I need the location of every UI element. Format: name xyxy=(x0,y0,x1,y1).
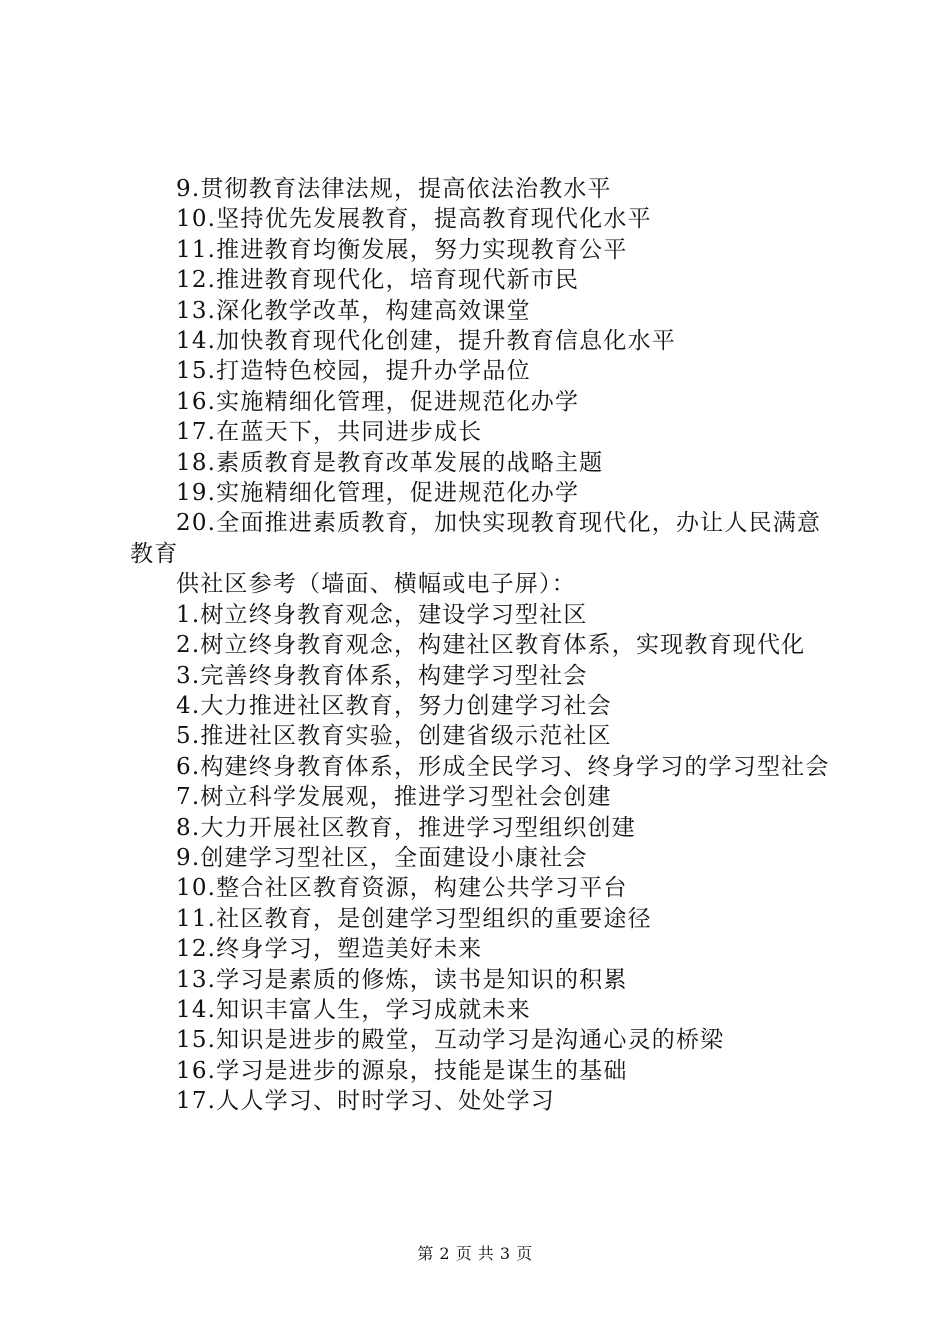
slogan-paragraph: 12.推进教育现代化，培育现代新市民 xyxy=(176,267,580,294)
slogan-paragraph: 5.推进社区教育实验，创建省级示范社区 xyxy=(176,723,612,750)
page-number-footer: 第 2 页 共 3 页 xyxy=(417,1244,533,1263)
slogan-paragraph: 9.创建学习型社区，全面建设小康社会 xyxy=(176,844,588,871)
slogan-paragraph: 14.加快教育现代化创建，提升教育信息化水平 xyxy=(176,328,676,355)
slogan-paragraph: 14.知识丰富人生，学习成就未来 xyxy=(176,996,531,1023)
slogan-paragraph: 6.构建终身教育体系，形成全民学习、终身学习的学习型社会 xyxy=(176,753,830,780)
slogan-paragraph: 16.学习是进步的源泉，技能是谋生的基础 xyxy=(176,1057,628,1084)
slogan-paragraph: 1.树立终身教育观念，建设学习型社区 xyxy=(176,601,588,628)
slogan-paragraph: 10.坚持优先发展教育，提高教育现代化水平 xyxy=(176,206,652,233)
slogan-paragraph: 19.实施精细化管理，促进规范化办学 xyxy=(176,480,580,507)
slogan-paragraph: 15.知识是进步的殿堂，互动学习是沟通心灵的桥梁 xyxy=(176,1027,725,1054)
slogan-paragraph: 9.贯彻教育法律法规，提高依法治教水平 xyxy=(176,176,612,202)
slogan-paragraph: 16.实施精细化管理，促进规范化办学 xyxy=(176,388,580,415)
slogan-paragraph: 18.素质教育是教育改革发展的战略主题 xyxy=(176,449,604,476)
slogan-paragraph: 17.人人学习、时时学习、处处学习 xyxy=(176,1088,555,1115)
slogan-paragraph: 3.完善终身教育体系，构建学习型社会 xyxy=(176,662,588,689)
slogan-paragraph: 2.树立终身教育观念，构建社区教育体系，实现教育现代化 xyxy=(176,632,806,659)
section-heading: 供社区参考（墙面、横幅或电子屏）： xyxy=(176,571,576,598)
slogan-paragraph: 15.打造特色校园，提升办学品位 xyxy=(176,358,531,385)
slogan-paragraph: 8.大力开展社区教育，推进学习型组织创建 xyxy=(176,814,636,841)
slogan-paragraph: 13.学习是素质的修炼，读书是知识的积累 xyxy=(176,966,628,993)
slogan-paragraph: 20.全面推进素质教育，加快实现教育现代化，办让人民满意教育 xyxy=(130,510,822,567)
slogan-paragraph: 11.社区教育，是创建学习型组织的重要途径 xyxy=(176,905,652,932)
slogan-paragraph: 13.深化教学改革，构建高效课堂 xyxy=(176,297,531,324)
slogan-paragraph: 11.推进教育均衡发展，努力实现教育公平 xyxy=(176,236,628,263)
slogan-paragraph: 7.树立科学发展观，推进学习型社会创建 xyxy=(176,784,612,811)
slogan-paragraph: 17.在蓝天下，共同进步成长 xyxy=(176,419,483,446)
slogan-paragraph: 12.终身学习，塑造美好未来 xyxy=(176,936,483,963)
slogan-paragraph: 10.整合社区教育资源，构建公共学习平台 xyxy=(176,875,628,902)
document-body xyxy=(130,174,835,1117)
slogan-paragraph: 4.大力推进社区教育，努力创建学习社会 xyxy=(176,692,612,719)
